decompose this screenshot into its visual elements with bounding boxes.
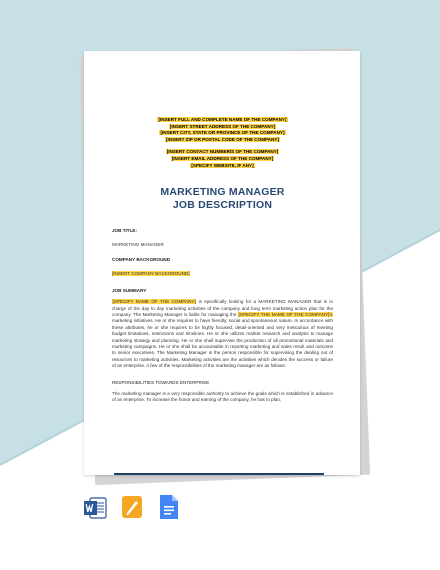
document-page [84, 51, 360, 475]
responsibilities-paragraph: The marketing manager is a very responsible authority to achieve the goals which is established in advance of an enterprise. To increase the honor and earning of the company, he has to plan, [112, 390, 333, 403]
summary-text: marketing initiatives. He or she requires to have friendly, social and spontaneous nature. In accordance with these attributes, he or she requires to be highly focused, detail-oriented and very meticulous of meeting budget limitations, restrictions and timelines. He or she utilizes market research and analysis to manage marketing strategy and planning. He or she shall supervise the production of all promotional materials and marketing campaigns. He or she shall be accountable in reporting marketing and sales result and outcome to senior executives. The Marketing Manager is the person responsible for supervising the dealing out of resources to marketing activities. Marketing activities are the activities which decides the success or failure of an enterprise. A few of the responsibilities of the marketing manager are as follows: [112, 318, 333, 369]
contact-line: [INSERT EMAIL ADDRESS OF THE COMPANY] [171, 155, 274, 161]
word-icon[interactable] [83, 496, 107, 520]
company-name-placeholder: [SPECIFY NAME OF THE COMPANY] [112, 299, 196, 305]
company-background-label: COMPANY BACKGROUND [112, 257, 171, 263]
title-line-1: MARKETING MANAGER [160, 186, 285, 199]
brand-logo: TEMPLATE.NET [335, 540, 422, 552]
document-title [112, 186, 333, 212]
contact-line: [INSERT CONTACT NUMBER/S OF THE COMPANY] [166, 149, 279, 155]
title-line-2: JOB DESCRIPTION [172, 199, 273, 212]
document-content [112, 117, 333, 403]
pages-icon[interactable] [121, 495, 143, 519]
company-address-block-1 [112, 117, 333, 143]
responsibilities-label: RESPONSIBILITIES TOWARDS ENTERPRISE [112, 379, 210, 385]
company-address-block-2 [112, 149, 333, 169]
company-background-value: [INSERT COMPANY BACKGROUND] [112, 271, 190, 277]
address-line: [INSERT ZIP OR POSTAL CODE OF THE COMPANY] [166, 136, 279, 142]
document-bottom-bar [114, 473, 324, 475]
google-docs-icon[interactable] [159, 494, 179, 520]
address-line: [INSERT CITY, STATE OR PROVINCE OF THE COMPANY] [160, 130, 285, 136]
job-title-label: JOB TITLE: [112, 228, 138, 234]
address-line: [INSERT FULL AND COMPLETE NAME OF THE COMPANY] [158, 117, 287, 122]
job-summary-label: JOB SUMMARY [112, 288, 147, 294]
job-summary-paragraph [112, 299, 333, 369]
company-name-placeholder: [SPECIFY THE NAME OF THE COMPANY]'s [238, 311, 333, 317]
job-title-value: MARKETING MANAGER [112, 242, 164, 248]
summary-text: is specifically looking for a MARKETING MANAGER that is in charge of the day to day marketing activities of the company and long term marketing action plan for the company. The Marketing Manager is liable for managing the [112, 299, 333, 317]
contact-line: [SPECIFY WEBSITE, IF ANY] [191, 162, 254, 168]
address-line: [INSERT STREET ADDRESS OF THE COMPANY] [169, 123, 276, 129]
